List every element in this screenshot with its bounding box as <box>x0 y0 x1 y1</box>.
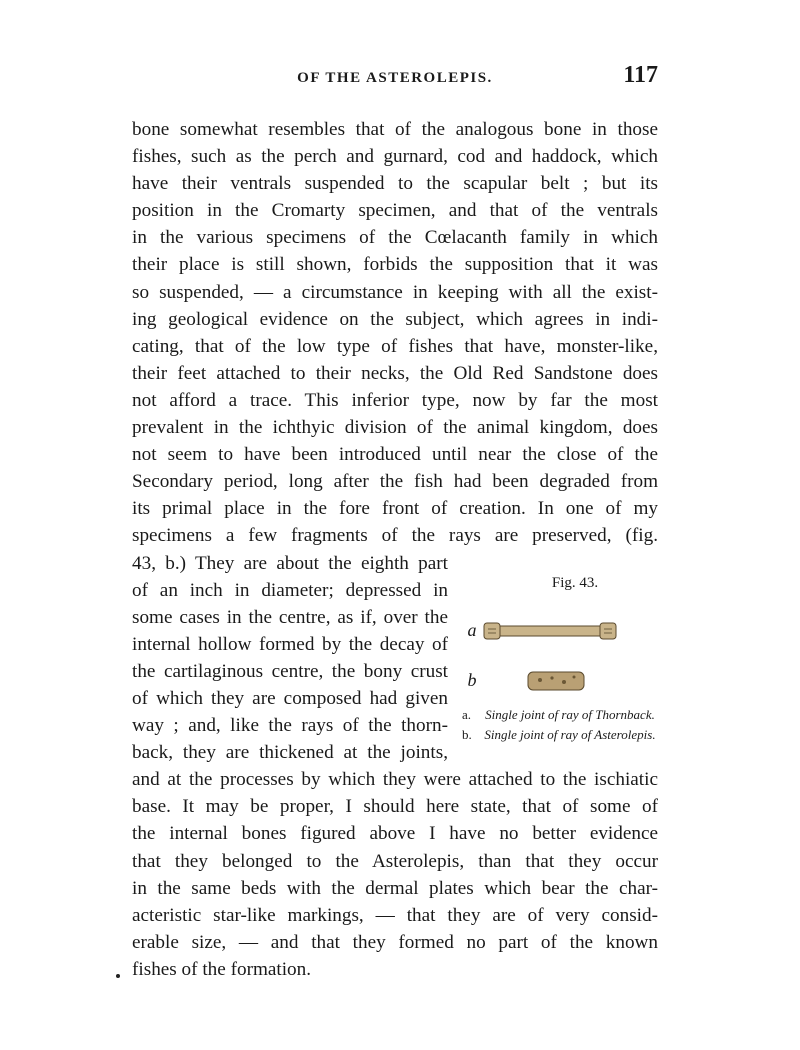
text-line: bone somewhat resembles that of the analogous bone in those <box>132 119 658 140</box>
caption-text-a: Single joint of ray of Thornback. <box>485 706 655 722</box>
figure-label-a: a <box>467 620 477 641</box>
figure-caption <box>462 707 658 743</box>
text-line: erable size, — and that they formed no part of the known <box>132 931 658 953</box>
text-line: and at the processes by which they were attached to the ischiatic <box>132 769 658 791</box>
figure-label-b: b <box>467 670 477 691</box>
text-line: internal hollow formed by the decay of <box>132 633 448 655</box>
caption-key-b: b. <box>462 726 472 742</box>
text-line: in the various specimens of the Cœlacanth family in which <box>132 227 658 249</box>
text-line: their feet attached to their necks, the Old Red Sandstone does <box>132 362 658 384</box>
text-line: the internal bones figured above I have no better evidence <box>132 823 658 845</box>
text-line: not afford a trace. This inferior type, now by far the most <box>132 389 658 411</box>
text-line: specimens a few fragments of the rays are preserved, (fig. <box>132 525 658 547</box>
text-line: Secondary period, long after the fish had been degraded from <box>132 471 658 493</box>
caption-key-a: a. <box>462 706 472 722</box>
text-line: so suspended, — a circumstance in keeping with all the exist- <box>132 281 658 303</box>
text-line: ing geological evidence on the subject, which agrees in indi- <box>132 308 658 330</box>
text-line: fishes of the formation. <box>132 958 312 980</box>
text-line: its primal place in the fore front of creation. In one of my <box>132 498 658 520</box>
text-line: of an inch in diameter; depressed in <box>132 579 448 601</box>
ray-joint-a-image <box>482 620 622 642</box>
text-line: the cartilaginous centre, the bony crust <box>132 660 448 682</box>
text-line: of which they are composed had given <box>132 687 448 709</box>
margin-mark <box>116 974 120 978</box>
running-head: OF THE ASTEROLEPIS. <box>297 70 493 86</box>
text-line: base. It may be proper, I should here state, that of some of <box>132 796 658 818</box>
text-line: some cases in the centre, as if, over the <box>132 606 448 628</box>
body-text <box>132 116 658 983</box>
text-line: position in the Cromarty specimen, and that of the ventrals <box>132 200 658 222</box>
text-line: 43, b.) They are about the eighth part <box>132 552 448 574</box>
text-line: prevalent in the ichthyic division of the animal kingdom, does <box>132 417 658 439</box>
text-line: their place is still shown, forbids the supposition that it was <box>132 254 658 276</box>
text-line: that they belonged to the Asterolepis, than that they occur <box>132 850 658 872</box>
page-header <box>132 62 658 94</box>
text-block-bottom <box>132 766 658 983</box>
text-line: back, they are thickened at the joints, <box>132 742 448 764</box>
ray-joint-b-image <box>482 668 622 694</box>
figure-title: Fig. 43. <box>551 574 599 591</box>
text-line: not seem to have been introduced until near the close of the <box>132 444 658 466</box>
text-line: fishes, such as the perch and gurnard, cod and haddock, which <box>132 146 658 168</box>
caption-text-b: Single joint of ray of Asterolepis. <box>484 726 656 742</box>
text-line: acteristic star-like markings, — that they are of very consid- <box>132 904 658 926</box>
page-number: 117 <box>623 62 658 88</box>
text-line: have their ventrals suspended to the scapular belt ; but its <box>132 173 658 195</box>
text-line: in the same beds with the dermal plates which bear the char- <box>132 877 658 899</box>
text-line: cating, that of the low type of fishes that have, monster-like, <box>132 335 658 357</box>
figure-43 <box>462 570 658 743</box>
text-block-top <box>132 116 658 550</box>
text-line: way ; and, like the rays of the thorn- <box>132 715 448 737</box>
